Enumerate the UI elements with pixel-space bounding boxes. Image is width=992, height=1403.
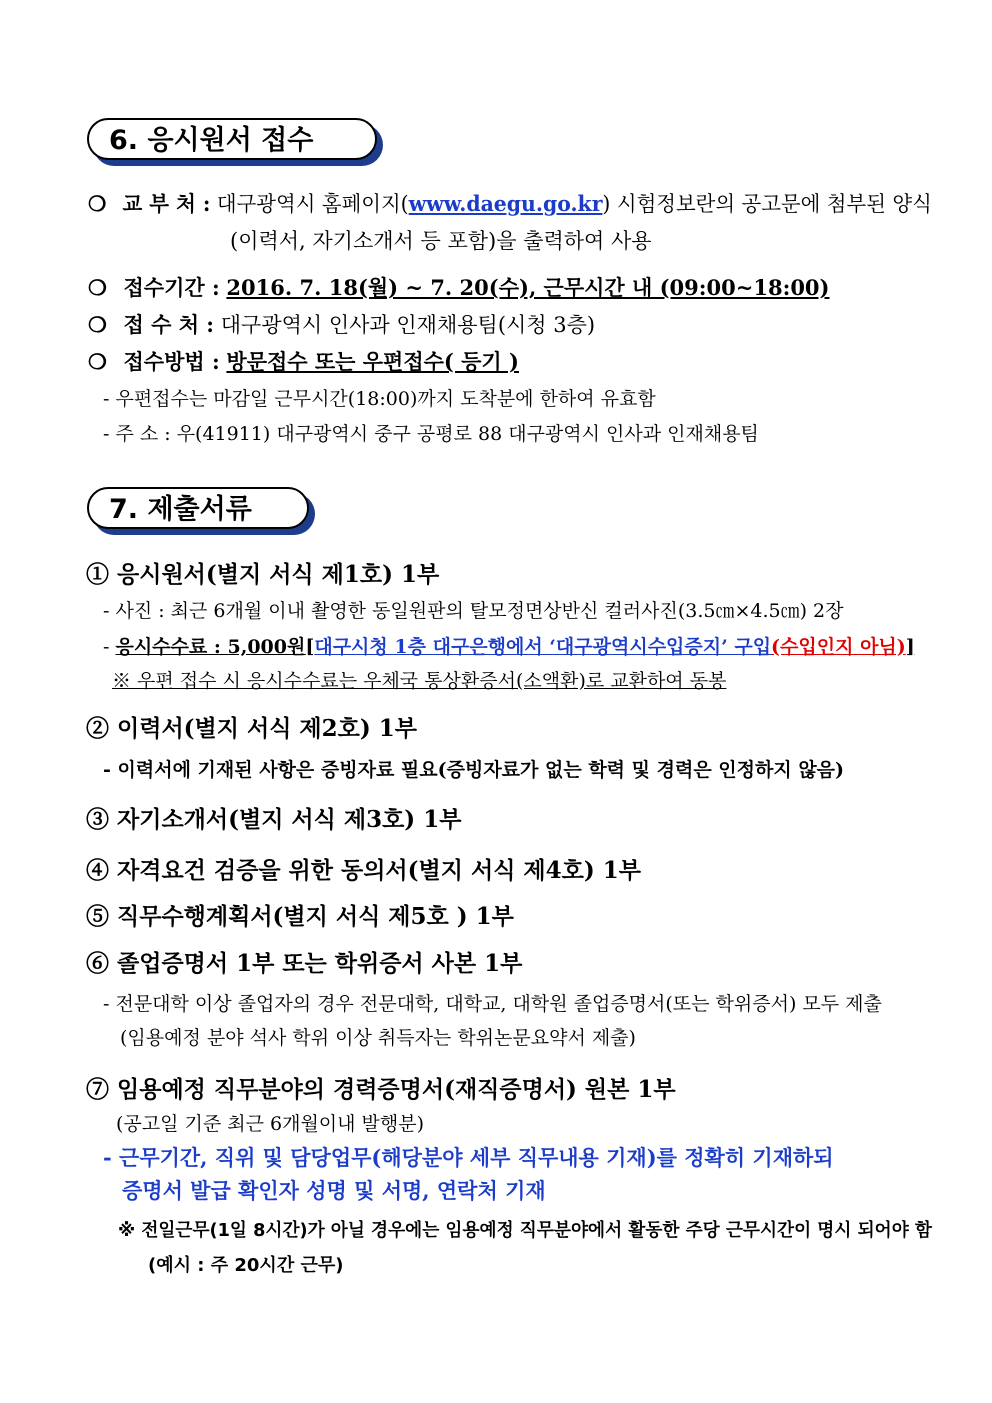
postal-deadline-note: - 우편접수는 마감일 근무시간(18:00)까지 도착분에 한하여 유효함 [103,388,656,410]
issue-line-2: (이력서, 자기소개서 등 포함)을 출력하여 사용 [230,229,652,253]
method-label: 접수방법 : [123,349,220,374]
circle-bullet-icon: ❍ [88,312,107,337]
item-2-heading: ② 이력서(별지 서식 제2호) 1부 [86,715,417,742]
postal-address-note: - 주 소 : 우(41911) 대구광역시 중구 공평로 88 대구광역시 인사과 인재채용팀 [103,423,759,445]
item-3-heading: ③ 자기소개서(별지 서식 제3호) 1부 [86,806,462,833]
daegu-homepage-link[interactable]: www.daegu.go.kr [408,191,603,216]
fee-not-stamp: (수입인지 아님) [771,636,906,658]
issue-line [88,188,932,218]
period-line [88,272,829,302]
issue-pre: 대구광역시 홈페이지( [216,192,409,216]
section-6-title: 6. 응시원서 접수 [109,125,314,156]
circle-bullet-icon: ❍ [88,191,107,216]
fee-bracket-close: ] [905,636,915,658]
fee-bracket-open: [ [305,636,315,658]
issue-label: 교 부 처 : [122,191,211,216]
issue-post: ) 시험정보란의 공고문에 첨부된 양식 [602,192,932,216]
fee-dash: - [103,636,116,658]
fee-line [103,632,915,659]
place-label: 접 수 처 : [123,312,215,337]
career-cert-period: (공고일 기준 최근 6개월이내 발행분) [116,1113,425,1135]
place-line [88,309,595,339]
item-4-heading: ④ 자격요건 검증을 위한 동의서(별지 서식 제4호) 1부 [86,857,641,884]
circle-bullet-icon: ❍ [88,275,107,300]
method-value: 방문접수 또는 우편접수( 등기 ) [226,349,519,374]
section-6-header [87,118,377,160]
item-5-heading: ⑤ 직무수행계획서(별지 서식 제5호 ) 1부 [86,903,514,930]
career-cert-instruction-2: 증명서 발급 확인자 성명 및 서명, 연락처 기재 [122,1178,546,1203]
photo-requirement: - 사진 : 최근 6개월 이내 촬영한 동일원판의 탈모정면상반신 컬러사진(3.5㎝×4.5㎝) 2장 [103,600,844,622]
part-time-warning-2: (예시 : 주 20시간 근무) [148,1255,344,1276]
resume-evidence-note: - 이력서에 기재된 사항은 증빙자료 필요(증빙자료가 없는 학력 및 경력은 인정하지 않음) [103,759,845,781]
degree-note-2: (임용예정 분야 석사 학위 이상 취득자는 학위논문요약서 제출) [120,1027,636,1049]
part-time-warning-1: ※ 전일근무(1일 8시간)가 아닐 경우에는 임용예정 직무분야에서 활동한 주당 근무시간이 명시 되어야 함 [118,1220,932,1241]
item-6-heading: ⑥ 졸업증명서 1부 또는 학위증서 사본 1부 [86,950,523,977]
circle-bullet-icon: ❍ [88,349,107,374]
item-7-heading: ⑦ 임용예정 직무분야의 경력증명서(재직증명서) 원본 1부 [86,1076,676,1103]
item-1-heading: ① 응시원서(별지 서식 제1호) 1부 [86,561,440,588]
section-7-title: 7. 제출서류 [109,494,252,525]
period-value: 2016. 7. 18(월) ~ 7. 20(수), 근무시간 내 (09:00~18:00) [226,275,830,300]
degree-note-1: - 전문대학 이상 졸업자의 경우 전문대학, 대학교, 대학원 졸업증명서(또는 학위증서) 모두 제출 [103,993,882,1015]
postal-fee-note: ※ 우편 접수 시 응시수수료는 우체국 통상환증서(소액환)로 교환하여 동봉 [112,670,727,692]
place-value: 대구광역시 인사과 인재채용팀(시청 3층) [220,313,596,337]
fee-label: 응시수수료 : 5,000원 [115,636,306,658]
period-label: 접수기간 : [123,275,220,300]
fee-purchase-info: 대구시청 1층 대구은행에서 ‘대구광역시수입증지’ 구입 [314,636,772,658]
career-cert-instruction-1: - 근무기간, 직위 및 담당업무(해당분야 세부 직무내용 기재)를 정확히 기재하되 [103,1145,834,1170]
method-line [88,346,519,376]
section-7-header [87,487,309,529]
